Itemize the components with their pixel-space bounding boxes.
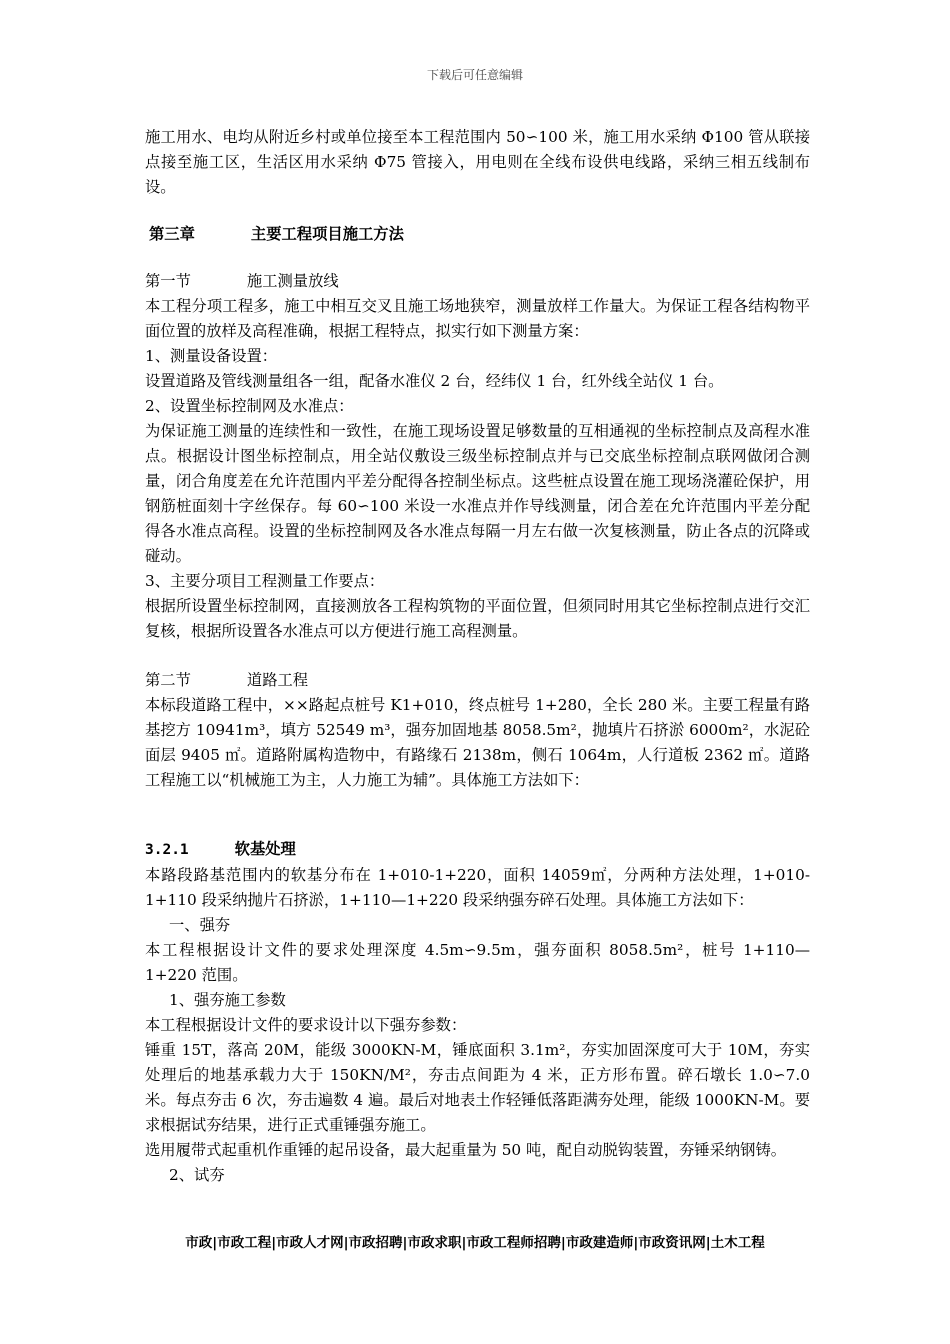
- section1-heading: [145, 269, 810, 294]
- section2-title: 道路工程: [246, 671, 309, 689]
- section1-item-heading: 1、测量设备设置：: [145, 347, 278, 365]
- header-note: 下载后可任意编辑: [426, 68, 523, 82]
- chapter-title: 主要工程项目施工方法: [250, 225, 404, 243]
- section2-paragraph: 本标段道路工程中，××路起点桩号 K1+010，终点桩号 1+280，全长 280 米。主要工程量有路基挖方 10941m³，填方 52549 m³，强夯加固地基 8058.5m²，抛填片石挤淤 6000m²，水泥砼面层 9405 ㎡。道路附属构造物中，有路缘石 2138m，侧石 1064m，人行道板 2362 ㎡。道路工程施工以“机械施工为主，人力施工为辅”。具体施工方法如下：: [145, 696, 810, 789]
- subsection-title: 软基处理: [234, 840, 296, 858]
- chapter-heading: [145, 222, 810, 247]
- subsection-item-heading: 2、试夯: [169, 1166, 225, 1184]
- section2-heading: [145, 668, 810, 693]
- spacer: [145, 644, 810, 668]
- spacer: [145, 793, 810, 837]
- section1-paragraph: 本工程分项工程多，施工中相互交叉且施工场地狭窄，测量放样工作量大。为保证工程各结构物平面位置的放样及高程准确，根据工程特点，拟实行如下测量方案：: [145, 297, 810, 340]
- subsection-number: 3.2.1: [145, 842, 189, 858]
- subsection-item-heading: 1、强夯施工参数: [169, 991, 286, 1009]
- section1-item-heading: 2、设置坐标控制网及水准点：: [145, 397, 354, 415]
- section1-paragraph: 设置道路及管线测量组各一组，配备水准仪 2 台，经纬仪 1 台，红外线全站仪 1 台。: [145, 372, 724, 390]
- subsection-heading: [145, 837, 810, 863]
- intro-paragraph: 施工用水、电均从附近乡村或单位接至本工程范围内 50∽100 米，施工用水采纳 Φ100 管从联接点接至施工区，生活区用水采纳 Φ75 管接入，用电则在全线布设供电线路，采纳三相五线制布设。: [145, 128, 810, 196]
- chapter-number: 第三章: [149, 225, 195, 243]
- document-body: [145, 125, 810, 1188]
- section1-item-heading: 3、主要分项目工程测量工作要点：: [145, 572, 385, 590]
- section1-paragraph: 根据所设置坐标控制网，直接测放各工程构筑物的平面位置，但须同时用其它坐标控制点进行交汇复核，根据所设置各水准点可以方便进行施工高程测量。: [145, 597, 810, 640]
- subsection-item-heading: 一、强夯: [169, 916, 231, 934]
- subsection-paragraph: 本路段路基范围内的软基分布在 1+010-1+220，面积 14059㎡，分两种方法处理，1+010-1+110 段采纳抛片石挤淤，1+110—1+220 段采纳强夯碎石处理。具体施工方法如下：: [145, 866, 810, 909]
- section2-number: 第二节: [145, 671, 191, 689]
- section1-number: 第一节: [145, 272, 191, 290]
- subsection-paragraph: 本工程根据设计文件的要求处理深度 4.5m∽9.5m，强夯面积 8058.5m²，桩号 1+110—1+220 范围。: [145, 941, 810, 984]
- section1-title: 施工测量放线: [246, 272, 339, 290]
- subsection-paragraph: 锤重 15T，落高 20M，能级 3000KN-M，锤底面积 3.1m²，夯实加固深度可大于 10M，夯实处理后的地基承载力大于 150KN/M²，夯击点间距为 4 米，正方形布置。碎石墩长 1.0∽7.0 米。每点夯击 6 次，夯击遍数 4 遍。最后对地表土作轻锤低落距满夯处理，能级 1000KN-M。要求根据试夯结果，进行正式重锤强夯施工。: [145, 1041, 810, 1134]
- subsection-paragraph: 选用履带式起重机作重锤的起吊设备，最大起重量为 50 吨，配自动脱钩装置，夯锤采纳钢铸。: [145, 1141, 787, 1159]
- section1-paragraph: 为保证施工测量的连续性和一致性，在施工现场设置足够数量的互相通视的坐标控制点及高程水准点。根据设计图坐标控制点，用全站仪敷设三级坐标控制点并与已交底坐标控制点联网做闭合测量，闭合角度差在允许范围内平差分配得各控制坐标点。这些桩点设置在施工现场浇灌砼保护，用钢筋桩面刻十字丝保存。每 60∽100 米设一水准点并作导线测量，闭合差在允许范围内平差分配得各水准点高程。设置的坐标控制网及各水准点每隔一月左右做一次复核测量，防止各点的沉降或碰动。: [145, 422, 810, 565]
- subsection-paragraph: 本工程根据设计文件的要求设计以下强夯参数：: [145, 1016, 467, 1034]
- footer-links[interactable]: 市政|市政工程|市政人才网|市政招聘|市政求职|市政工程师招聘|市政建造师|市政资讯网|土木工程: [185, 1235, 765, 1251]
